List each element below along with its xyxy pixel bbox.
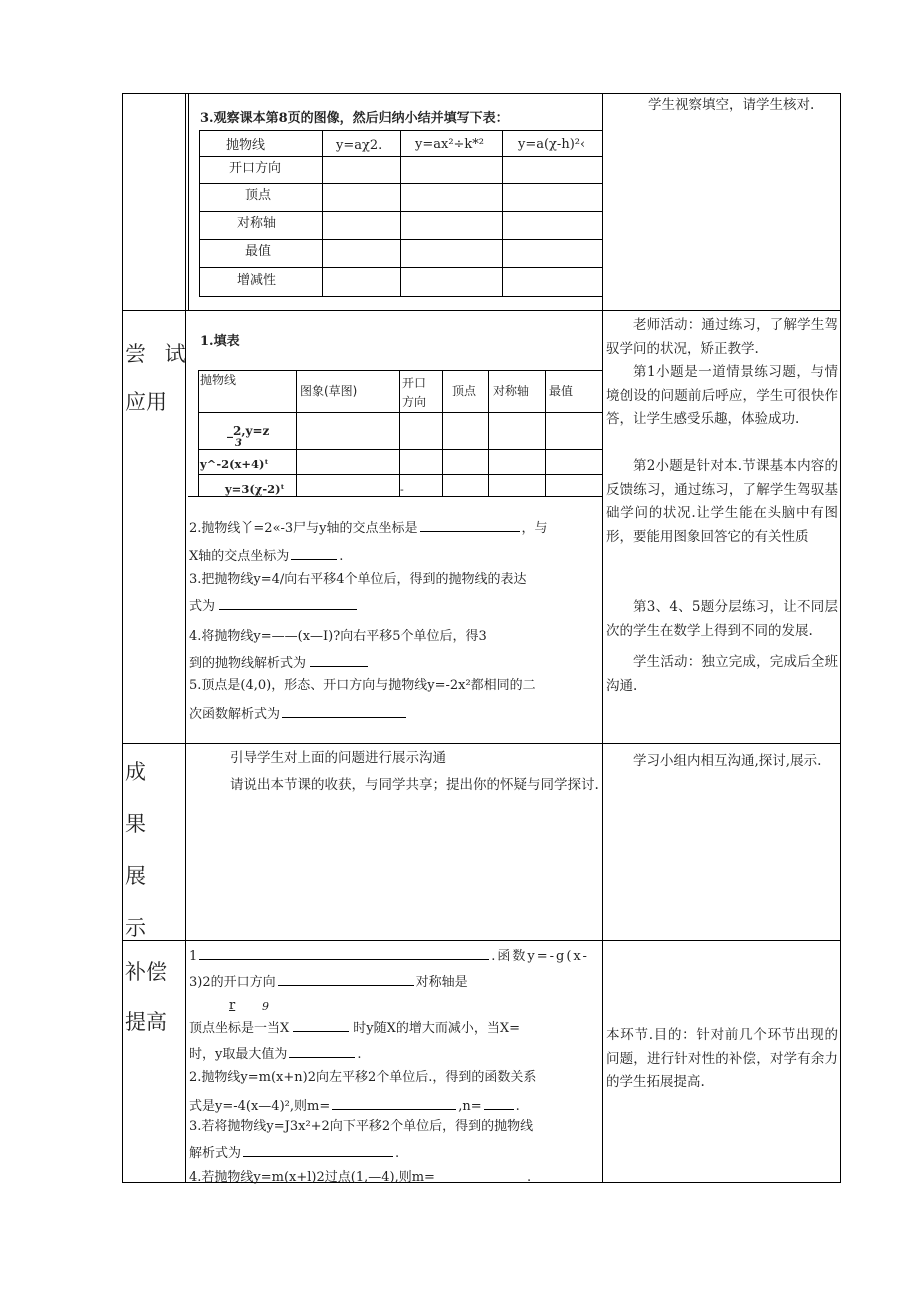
observe-row-axis: 对称轴 xyxy=(237,216,277,231)
observe-row-open-direction: 开口方向 xyxy=(229,161,282,176)
try-right-note-5: 学生活动：独立完成，完成后全班沟通. xyxy=(606,654,838,694)
observe-row-vertex: 顶点 xyxy=(245,188,272,203)
results-right-note: 学习小组内相互沟通,探讨,展示. xyxy=(633,753,822,769)
observe-col-header-parabola: 抛物线 xyxy=(226,138,266,153)
comp-q1-line1: 1 .函数y=-g(x- xyxy=(189,946,589,965)
observe-row-4 xyxy=(199,239,602,240)
section-label-results-2: 果 xyxy=(125,812,146,836)
comp-q1-line4: 时，y取最大值为 . xyxy=(189,1044,362,1063)
fill-col-5 xyxy=(488,370,489,496)
section-label-apply: 应用 xyxy=(125,390,167,414)
col-divider-1b xyxy=(188,93,189,311)
try-q2-line2: X轴的交点坐标为 . xyxy=(189,546,343,565)
fill-header-extreme: 最值 xyxy=(549,384,574,398)
col-divider-2 xyxy=(602,93,603,1183)
results-line2: 请说出本节课的收获，与同学共享；提出你的怀疑与同学探讨. xyxy=(230,777,599,793)
observe-col-header-form2: y=ax²÷k*² xyxy=(415,137,485,152)
fill-table-top xyxy=(198,370,602,371)
try-q2-line1: 2.抛物线丫=2«-3尸与y轴的交点坐标是 ，与 xyxy=(189,518,548,537)
observe-right-note: 学生视察填空，请学生核对. xyxy=(648,97,815,113)
section-label-compensate: 补偿 xyxy=(125,960,167,984)
fill-row-2 xyxy=(198,449,602,450)
fill-col-3 xyxy=(399,370,400,496)
fill-row-1 xyxy=(198,412,602,413)
comp-q2-line2: 式是y=-4(x—4)²,则m= ,n= . xyxy=(189,1096,520,1115)
fill-col-6 xyxy=(545,370,546,496)
row-divider-1 xyxy=(122,310,841,311)
try-q5-line2: 次函数解析式为 xyxy=(189,704,408,723)
fill-col-4 xyxy=(442,370,443,496)
fill-row3-mark: - xyxy=(400,483,404,496)
outer-border-left xyxy=(122,93,123,1183)
fill-col-2 xyxy=(296,370,297,496)
fill-row1-parabola: _2,y=z xyxy=(227,424,270,438)
outer-border-top xyxy=(122,93,841,94)
section-label-results-1: 成 xyxy=(125,760,146,784)
observe-row-extreme: 最值 xyxy=(245,244,272,259)
section-label-improve: 提高 xyxy=(125,1010,167,1034)
observe-col-header-form1: y=aχ2. xyxy=(336,138,383,153)
row-divider-3 xyxy=(122,940,841,941)
try-q4-line1: 4.将抛物线y=——(x—I)?向右平移5个单位后，得3 xyxy=(189,629,487,644)
observe-row-monotonic: 增减性 xyxy=(237,273,277,288)
try-right-note-4: 第3、4、5题分层练习，让不同层次的学生在数学上得到不同的发展. xyxy=(606,599,838,639)
results-line1: 引导学生对上面的问题进行展示沟通 xyxy=(230,750,446,766)
comp-q2-line1: 2.抛物线y=m(x+n)2向左平移2个单位后.，得到的函数关系 xyxy=(189,1070,537,1085)
col-divider-1 xyxy=(185,93,186,1183)
observe-heading: 3.观察课本第8页的图像，然后归纳小结并填写下表： xyxy=(200,111,509,126)
fill-row-3 xyxy=(198,474,602,475)
fill-header-sketch: 图象(草图) xyxy=(300,384,358,398)
fill-table-heading: 1.填表 xyxy=(200,334,240,349)
observe-row-1 xyxy=(199,156,602,157)
outer-border-right xyxy=(840,93,841,1183)
try-q4-line2: 到的抛物线解析式为 xyxy=(189,653,372,672)
section-label-results-4: 示 xyxy=(125,916,146,940)
comp-q1-r: r xyxy=(229,998,236,1013)
observe-row-5 xyxy=(199,267,602,268)
comp-q4-line: 4.若抛物线y=m(x+l)2过点(1,—4),则m= . xyxy=(189,1170,532,1185)
try-q5-line1: 5.顶点是(4,0)，形态、开口方向与抛物线y=-2x²都相同的二 xyxy=(189,678,536,693)
section-label-try: 尝 试 xyxy=(125,342,192,366)
try-q3-line1: 3.把抛物线y=4/向右平移4个单位后，得到的抛物线的表达 xyxy=(189,572,527,587)
fill-row3-parabola: y=3(χ-2)ᵗ xyxy=(225,482,285,496)
observe-row-2 xyxy=(199,183,602,184)
try-q3-line2: 式为 xyxy=(189,596,361,615)
comp-q1-line2: 3)2的开口方向 对称轴是 xyxy=(189,972,468,991)
row-divider-2 xyxy=(122,743,841,744)
section-label-results-3: 展 xyxy=(125,864,146,888)
try-right-note-1: 老师活动：通过练习，了解学生驾驭学问的状况，矫正教学. xyxy=(606,317,838,357)
comp-q3-line2: 解析式为 . xyxy=(189,1143,399,1162)
fill-header-parabola: 抛物线 xyxy=(200,373,237,387)
fill-row1-subscript: 3 xyxy=(235,438,242,449)
comp-right-note: 本环节.目的：针对前几个环节出现的问题，进行针对性的补偿，对学有余力的学生拓展提高. xyxy=(606,1027,838,1090)
try-right-note-3: 第2小题是针对本.节课基本内容的反馈练习，通过练习，了解学生驾驭基础学问的状况.让学生能在头脑中有图形，要能用图象回答它的有关性质 xyxy=(606,458,838,545)
comp-q1-line3: 顶点坐标是一当X 时y随X的增大而减小，当X= xyxy=(189,1018,520,1037)
fill-row2-parabola: y^-2(x+4)ᵗ xyxy=(200,457,269,471)
fill-header-axis: 对称轴 xyxy=(493,384,530,398)
observe-row-3 xyxy=(199,211,602,212)
comp-q1-9: 9 xyxy=(262,1000,269,1013)
comp-q3-line1: 3.若将抛物线y=J3x²+2向下平移2个单位后，得到的抛物线 xyxy=(189,1119,534,1134)
try-right-note-2: 第1小题是一道情景练习题，与情境创设的问题前后呼应，学生可很快作答，让学生感受乐趣，体验成功. xyxy=(606,364,838,427)
fill-header-vertex: 顶点 xyxy=(452,384,477,398)
fill-table-left xyxy=(198,370,199,497)
observe-col-header-form3: y=a(χ-h)²‹ xyxy=(518,137,586,152)
fill-header-direction: 开口 方向 xyxy=(402,376,427,409)
